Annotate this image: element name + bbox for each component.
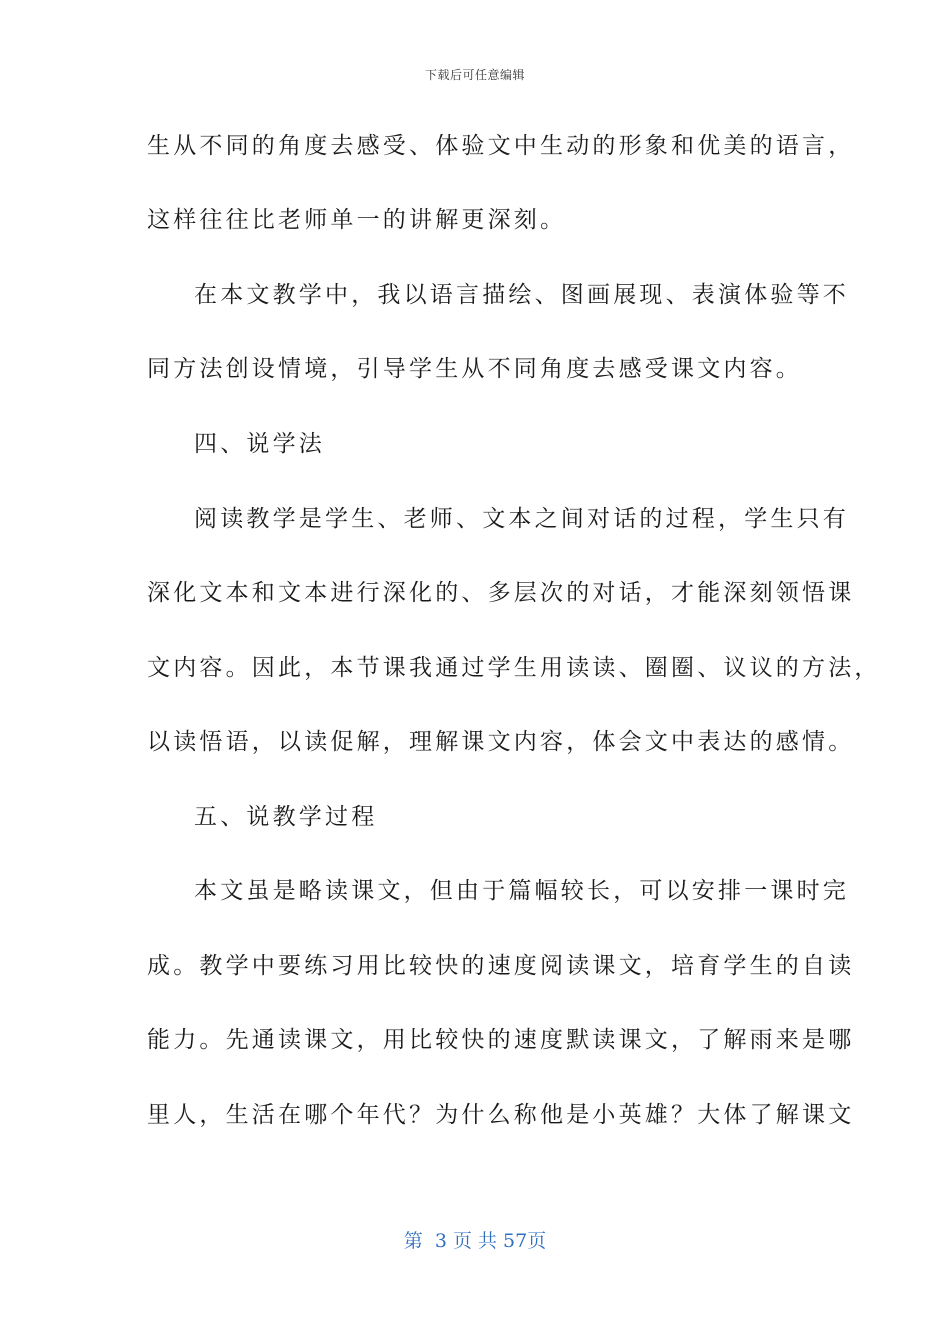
paragraph-first-line: 在本文教学中，我以语言描绘、图画展现、表演体验等不: [194, 282, 849, 308]
section-heading: 四、说学法: [194, 431, 325, 457]
body-line: 里人，生活在哪个年代？为什么称他是小英雄？大体了解课文: [147, 1102, 855, 1128]
body-line: 生从不同的角度去感受、体验文中生动的形象和优美的语言，: [147, 133, 855, 159]
page-number-footer: 第 3 页 共 57页: [403, 1230, 547, 1252]
body-line: 文内容。因此，本节课我通过学生用读读、圈圈、议议的方法，: [147, 655, 881, 681]
body-line: 同方法创设情境，引导学生从不同角度去感受课文内容。: [147, 356, 802, 382]
body-line: 成。教学中要练习用比较快的速度阅读课文，培育学生的自读: [147, 953, 855, 979]
paragraph-first-line: 阅读教学是学生、老师、文本之间对话的过程，学生只有: [194, 506, 849, 532]
body-line: 深化文本和文本进行深化的、多层次的对话，才能深刻领悟课: [147, 580, 855, 606]
body-line: 能力。先通读课文，用比较快的速度默读课文，了解雨来是哪: [147, 1027, 855, 1053]
paragraph-first-line: 本文虽是略读课文，但由于篇幅较长，可以安排一课时完: [194, 878, 849, 904]
section-heading: 五、说教学过程: [194, 804, 378, 830]
body-line: 以读悟语，以读促解，理解课文内容，体会文中表达的感情。: [147, 729, 855, 755]
body-line: 这样往往比老师单一的讲解更深刻。: [147, 207, 567, 233]
page-header: 下载后可任意编辑: [424, 68, 525, 82]
